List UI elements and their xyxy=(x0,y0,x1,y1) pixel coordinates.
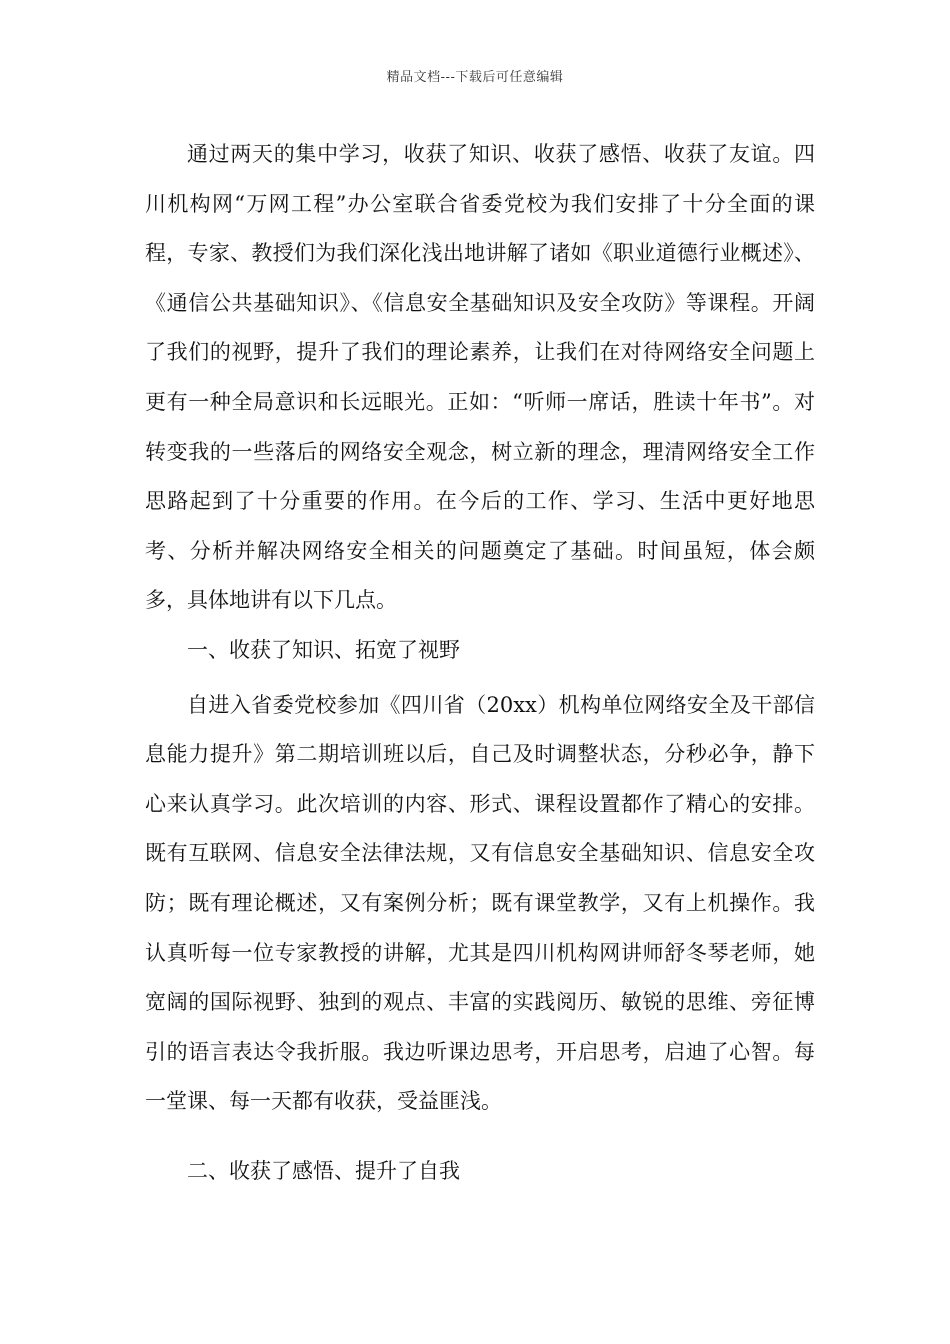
section-heading-2: 二、收获了感悟、提升了自我 xyxy=(187,1158,460,1183)
paragraph-section-1: 自进入省委党校参加《四川省（20xx）机构单位网络安全及干部信息能力提升》第二期培训班以后，自己及时调整状态，分秒必争，静下心来认真学习。此次培训的内容、形式、课程设置都作了精心的安排。既有互联网、信息安全法律法规，又有信息安全基础知识、信息安全攻防；既有理论概述，又有案例分析；既有课堂教学，又有上机操作。我认真听每一位专家教授的讲解，尤其是四川机构网讲师舒冬琴老师，她宽阔的国际视野、独到的观点、丰富的实践阅历、敏锐的思维、旁征博引的语言表达令我折服。我边听课边思考，开启思考，启迪了心智。每一堂课、每一天都有收获，受益匪浅。 xyxy=(145,692,815,1114)
paragraph-intro: 通过两天的集中学习，收获了知识、收获了感悟、收获了友谊。四川机构网“万网工程”办公室联合省委党校为我们安排了十分全面的课程，专家、教授们为我们深化浅出地讲解了诸如《职业道德行业概述》、《通信公共基础知识》、《信息安全基础知识及安全攻防》等课程。开阔了我们的视野，提升了我们的理论素养，让我们在对待网络安全问题上更有一种全局意识和长远眼光。正如：“听师一席话，胜读十年书”。对转变我的一些落后的网络安全观念，树立新的理念，理清网络安全工作思路起到了十分重要的作用。在今后的工作、学习、生活中更好地思考、分析并解决网络安全相关的问题奠定了基础。时间虽短，体会颇多，具体地讲有以下几点。 xyxy=(145,142,815,613)
page-header: 精品文档---下载后可任意编辑 xyxy=(386,70,564,85)
section-heading-1: 一、收获了知识、拓宽了视野 xyxy=(187,637,460,662)
document-body xyxy=(145,130,815,1196)
